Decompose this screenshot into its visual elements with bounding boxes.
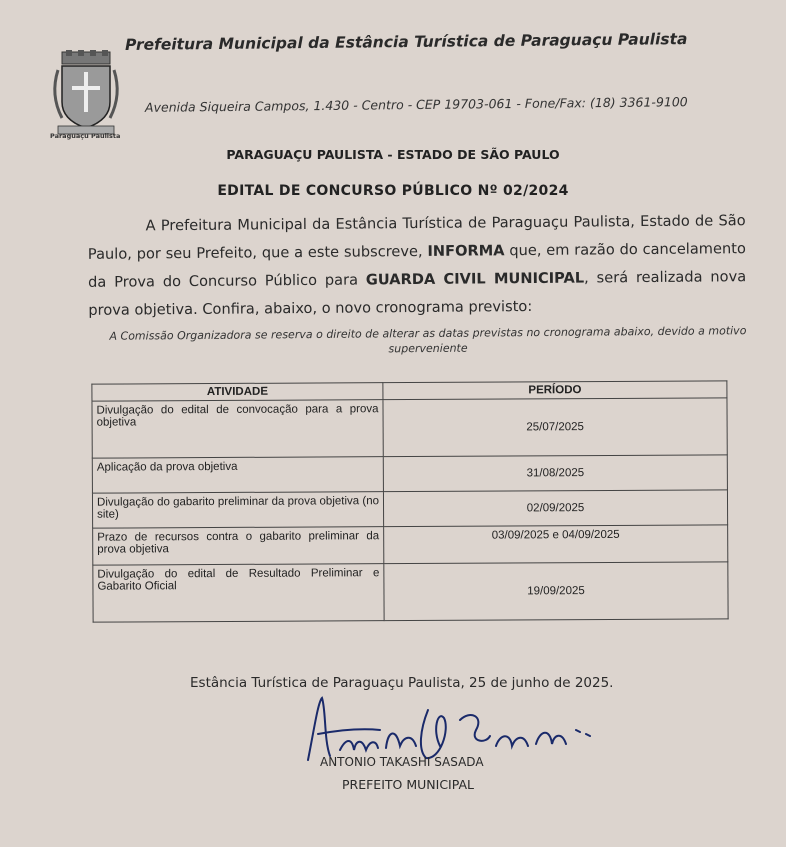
body-text-part3: , será realizada nova prova objetiva. Confira, abaixo, o novo cronograma previsto:: [88, 268, 747, 319]
state-line: PARAGUAÇU PAULISTA - ESTADO DE SÃO PAULO: [226, 147, 560, 162]
period-cell: 31/08/2025: [383, 455, 727, 492]
period-cell: 03/09/2025 e 04/09/2025: [384, 525, 728, 564]
table-row: [92, 398, 727, 458]
body-bold-informa: INFORMA: [427, 242, 505, 260]
table-row: [92, 490, 727, 528]
body-text-part2: que, em razão do cancelamento da Prova do Concurso Público para: [88, 240, 746, 291]
activity-cell: Divulgação do gabarito preliminar da prova objetiva (no site): [92, 492, 383, 529]
period-cell: 19/09/2025: [384, 562, 728, 621]
body-text-part1: A Prefeitura Municipal da Estância Turística de Paraguaçu Paulista, Estado de São Paulo, por seu Prefeito, que a este subscreve,: [87, 212, 746, 263]
header-address: Avenida Siqueira Campos, 1.430 - Centro - CEP 19703-061 - Fone/Fax: (18) 3361-9100: [144, 94, 688, 115]
header-title: Prefeitura Municipal da Estância Turística de Paraguaçu Paulista: [124, 30, 688, 54]
schedule-table: [91, 380, 728, 622]
notice-text: A Comissão Organizadora se reserva o direito de alterar as datas previstas no cronograma abaixo, devido a motivo superveniente: [109, 324, 747, 356]
crest-caption: Paraguaçu Paulista: [50, 132, 121, 140]
period-cell: 25/07/2025: [383, 398, 727, 457]
header-activity: ATIVIDADE: [92, 383, 383, 402]
signer-name: ANTONIO TAKASHI SASADA: [320, 755, 484, 769]
activity-cell: Aplicação da prova objetiva: [92, 457, 383, 494]
edital-title: EDITAL DE CONCURSO PÚBLICO Nº 02/2024: [217, 183, 569, 199]
place-and-date: Estância Turística de Paraguaçu Paulista, 25 de junho de 2025.: [190, 675, 614, 691]
activity-cell: Prazo de recursos contra o gabarito preliminar da prova objetiva: [93, 527, 384, 566]
activity-cell: Divulgação do edital de convocação para a prova objetiva: [92, 400, 383, 459]
table-row: [93, 562, 728, 622]
activity-cell: Divulgação do edital de Resultado Preliminar e Gabarito Oficial: [93, 564, 384, 623]
signer-role: PREFEITO MUNICIPAL: [342, 777, 474, 792]
period-cell: 02/09/2025: [383, 490, 727, 527]
table-row: [92, 455, 727, 493]
municipal-crest-icon: [48, 50, 126, 140]
body-bold-position: GUARDA CIVIL MUNICIPAL: [365, 269, 585, 289]
header-period: PERÍODO: [383, 381, 727, 400]
table-row: [93, 525, 728, 565]
body-paragraph: [88, 207, 747, 325]
